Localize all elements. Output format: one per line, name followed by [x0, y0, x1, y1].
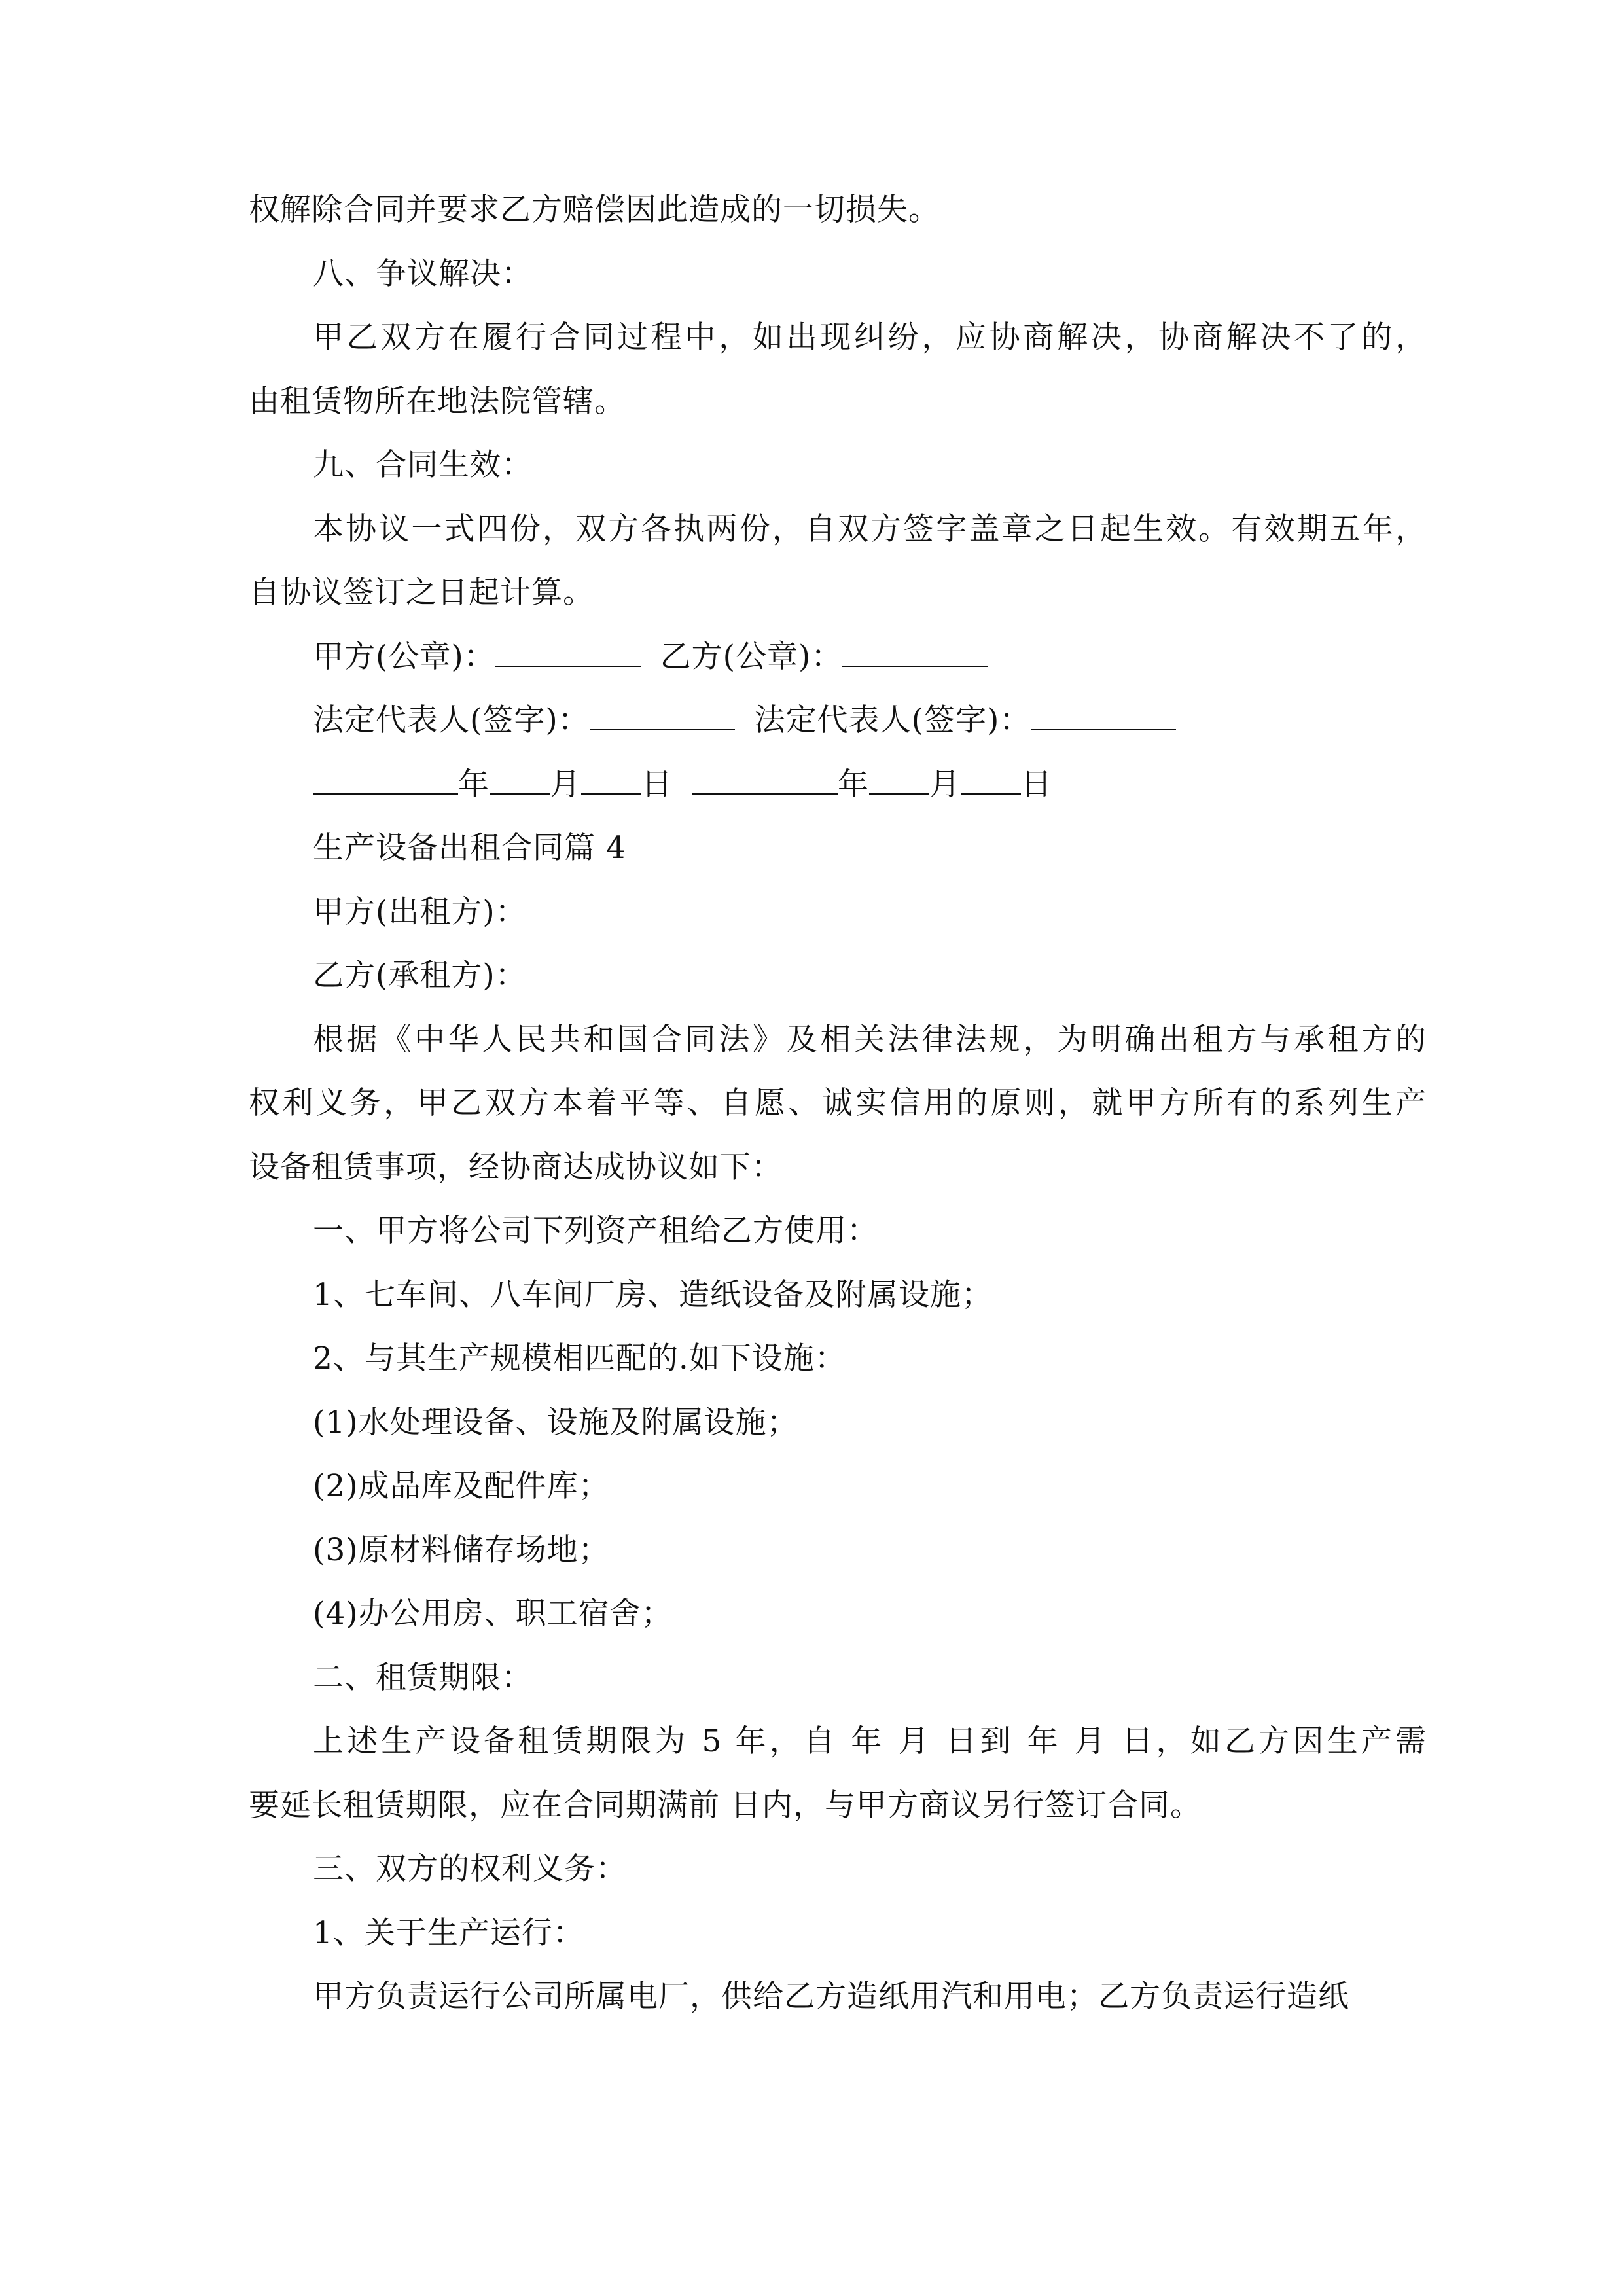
party-b-seal-blank[interactable]	[842, 642, 988, 667]
date-a-month-label: 月	[550, 766, 581, 802]
paragraph-line: 本协议一式四份，双方各执两份，自双方签字盖章之日起生效。有效期五年，	[313, 511, 1427, 547]
rep-b-label: 法定代表人(签字)：	[754, 702, 1031, 738]
list-item: (2)成品库及配件库；	[313, 1468, 610, 1504]
date-a-year-blank[interactable]	[313, 770, 458, 795]
section-heading-effect: 九、合同生效：	[313, 447, 533, 483]
paragraph-line: 甲乙双方在履行合同过程中，如出现纠纷，应协商解决，协商解决不了的，	[313, 319, 1427, 355]
rep-a-label: 法定代表人(签字)：	[313, 702, 590, 738]
list-item: 2、与其生产规模相匹配的.如下设施：	[313, 1340, 846, 1376]
paragraph-line: 权解除合同并要求乙方赔偿因此造成的一切损失。	[249, 192, 940, 228]
paragraph-line: 甲方负责运行公司所属电厂，供给乙方造纸用汽和用电；乙方负责运行造纸	[313, 1979, 1349, 2015]
party-a-seal-blank[interactable]	[495, 642, 641, 667]
list-item: (1)水处理设备、设施及附属设施；	[313, 1404, 798, 1441]
rep-b-blank[interactable]	[1031, 706, 1176, 730]
section-heading-term: 二、租赁期限：	[313, 1659, 533, 1696]
rep-a-blank[interactable]	[590, 706, 735, 730]
section-heading-dispute: 八、争议解决：	[313, 255, 533, 292]
date-b-month-label: 月	[929, 766, 961, 802]
paragraph-line: 根据《中华人民共和国合同法》及相关法律法规，为明确出租方与承租方的	[313, 1021, 1427, 1058]
list-item: 1、七车间、八车间厂房、造纸设备及附属设施；	[313, 1276, 993, 1313]
signature-date-line	[249, 753, 1427, 817]
paragraph-line: 权利义务，甲乙双方本着平等、自愿、诚实信用的原则，就甲方所有的系列生产	[249, 1085, 1427, 1121]
section-heading-rights: 三、双方的权利义务：	[313, 1851, 627, 1887]
signature-representative-line	[249, 689, 1427, 753]
date-a-year-label: 年	[458, 766, 490, 802]
date-b-day-blank[interactable]	[961, 770, 1021, 795]
list-item: 1、关于生产运行：	[313, 1914, 584, 1951]
date-b-day-label: 日	[1021, 766, 1052, 802]
date-a-month-blank[interactable]	[490, 770, 550, 795]
party-b-line: 乙方(承租方)：	[313, 958, 527, 994]
paragraph-line: 由租赁物所在地法院管辖。	[249, 383, 626, 420]
list-item: (4)办公用房、职工宿舍；	[313, 1596, 673, 1632]
section-heading-assets: 一、甲方将公司下列资产租给乙方使用：	[313, 1213, 878, 1249]
party-a-line: 甲方(出租方)：	[313, 893, 527, 930]
date-b-month-blank[interactable]	[869, 770, 929, 795]
paragraph-line: 要延长租赁期限，应在合同期满前 日内，与甲方商议另行签订合同。	[249, 1787, 1202, 1823]
list-item: (3)原材料储存场地；	[313, 1532, 610, 1568]
paragraph-line: 上述生产设备租赁期限为 5 年，自 年 月 日到 年 月 日，如乙方因生产需	[313, 1723, 1427, 1759]
date-a-day-blank[interactable]	[581, 770, 641, 795]
date-b-year-blank[interactable]	[692, 770, 838, 795]
party-a-seal-label: 甲方(公章)：	[313, 638, 495, 675]
date-b-year-label: 年	[838, 766, 869, 802]
party-b-seal-label: 乙方(公章)：	[660, 638, 843, 675]
paragraph-line: 自协议签订之日起计算。	[249, 575, 594, 611]
signature-seal-line	[249, 625, 1427, 689]
paragraph-line: 设备租赁事项，经协商达成协议如下：	[249, 1149, 783, 1185]
contract-title: 生产设备出租合同篇 4	[313, 830, 626, 866]
date-a-day-label: 日	[641, 766, 673, 802]
